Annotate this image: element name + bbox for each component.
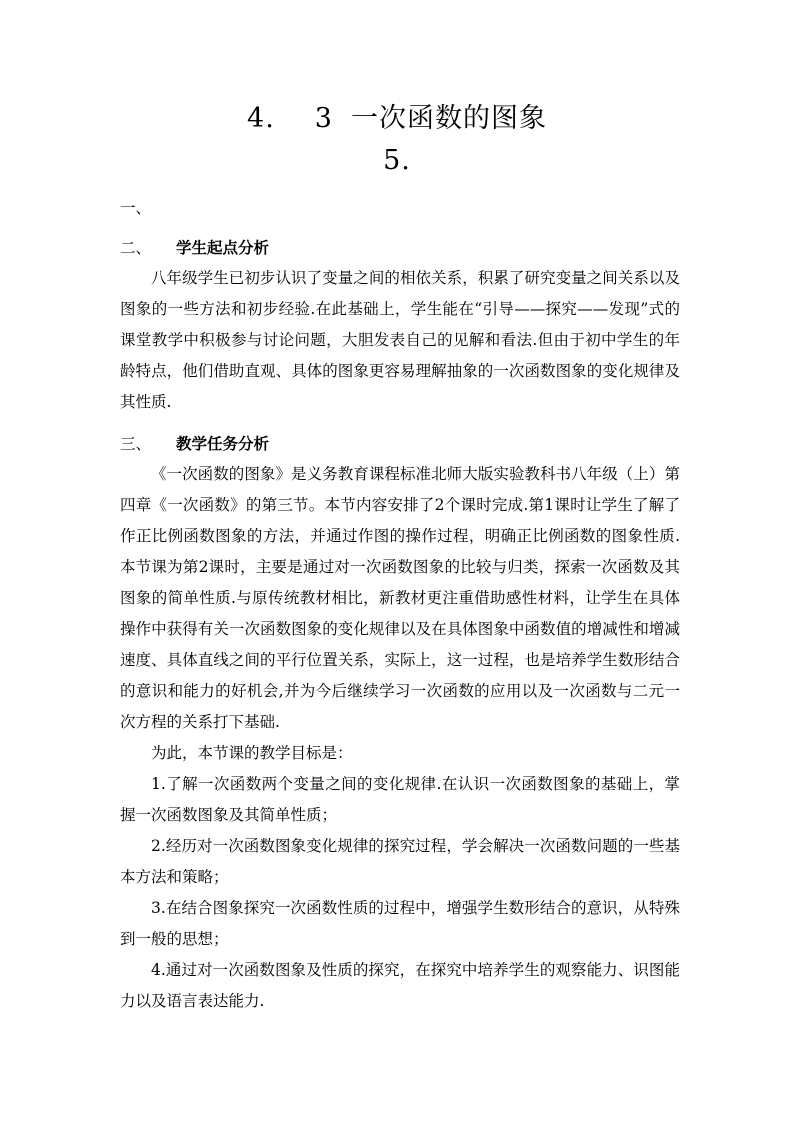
title-text: 一次函数的图象 <box>350 103 547 134</box>
goal-item-1: 1.了解一次函数两个变量之间的变化规律.在认识一次函数图象的基础上，掌握一次函数图象及其简单性质； <box>120 775 680 824</box>
section-number-1: 一、 <box>120 199 152 217</box>
section-number-2: 二、 <box>120 239 152 257</box>
section-heading-1 <box>120 192 680 223</box>
section-number-3: 三、 <box>120 435 152 453</box>
section-2-paragraph: 八年级学生已初步认识了变量之间的相依关系，积累了研究变量之间关系以及图象的一些方法和初步经验.在此基础上，学生能在“引导——探究——发现”式的课堂教学中积极参与讨论问题，大胆发表自己的见解和看法.但由于初中学生的年龄特点，他们借助直观、具体的图象更容易理解抽象的一次函数图象的变化规律及其性质. <box>120 269 680 411</box>
document-body <box>120 190 680 1017</box>
title-number: 4. <box>247 103 275 134</box>
goal-item-4: 4.通过对一次函数图象及性质的探究，在探究中培养学生的观察能力、识图能力以及语言表达能力. <box>120 961 680 1010</box>
title-line-2: 5. <box>383 145 411 176</box>
section-title-3: 教学任务分析 <box>176 434 270 453</box>
goal-item-3: 3.在结合图象探究一次函数性质的过程中，增强学生数形结合的意识，从特殊到一般的思想； <box>120 899 680 948</box>
section-heading-2 <box>120 232 680 263</box>
section-3-paragraph: 《一次函数的图象》是义务教育课程标准北师大版实验教科书八年级（上）第四章《一次函数》的第三节。本节内容安排了2个课时完成.第1课时让学生了解了作正比例函数图象的方法，并通过作图的操作过程，明确正比例函数的图象性质.本节课为第2课时，主要是通过对一次函数图象的比较与归类，探索一次函数及其图象的简单性质.与原传统教材相比，新教材更注重借助感性材料，让学生在具体操作中获得有关一次函数图象的变化规律以及在具体图象中函数值的增减性和增减速度、具体直线之间的平行位置关系，实际上，这一过程，也是培养学生数形结合的意识和能力的好机会,并为今后继续学习一次函数的应用以及一次函数与二元一次方程的关系打下基础. <box>120 465 680 731</box>
title-sub-number: 3 <box>314 103 333 134</box>
section-title-2: 学生起点分析 <box>176 238 270 257</box>
goals-intro: 为此，本节课的教学目标是： <box>151 744 353 762</box>
goal-item-2: 2.经历对一次函数图象变化规律的探究过程，学会解决一次函数问题的一些基本方法和策略； <box>120 837 680 886</box>
section-heading-3 <box>120 428 680 459</box>
document-title <box>0 101 794 137</box>
